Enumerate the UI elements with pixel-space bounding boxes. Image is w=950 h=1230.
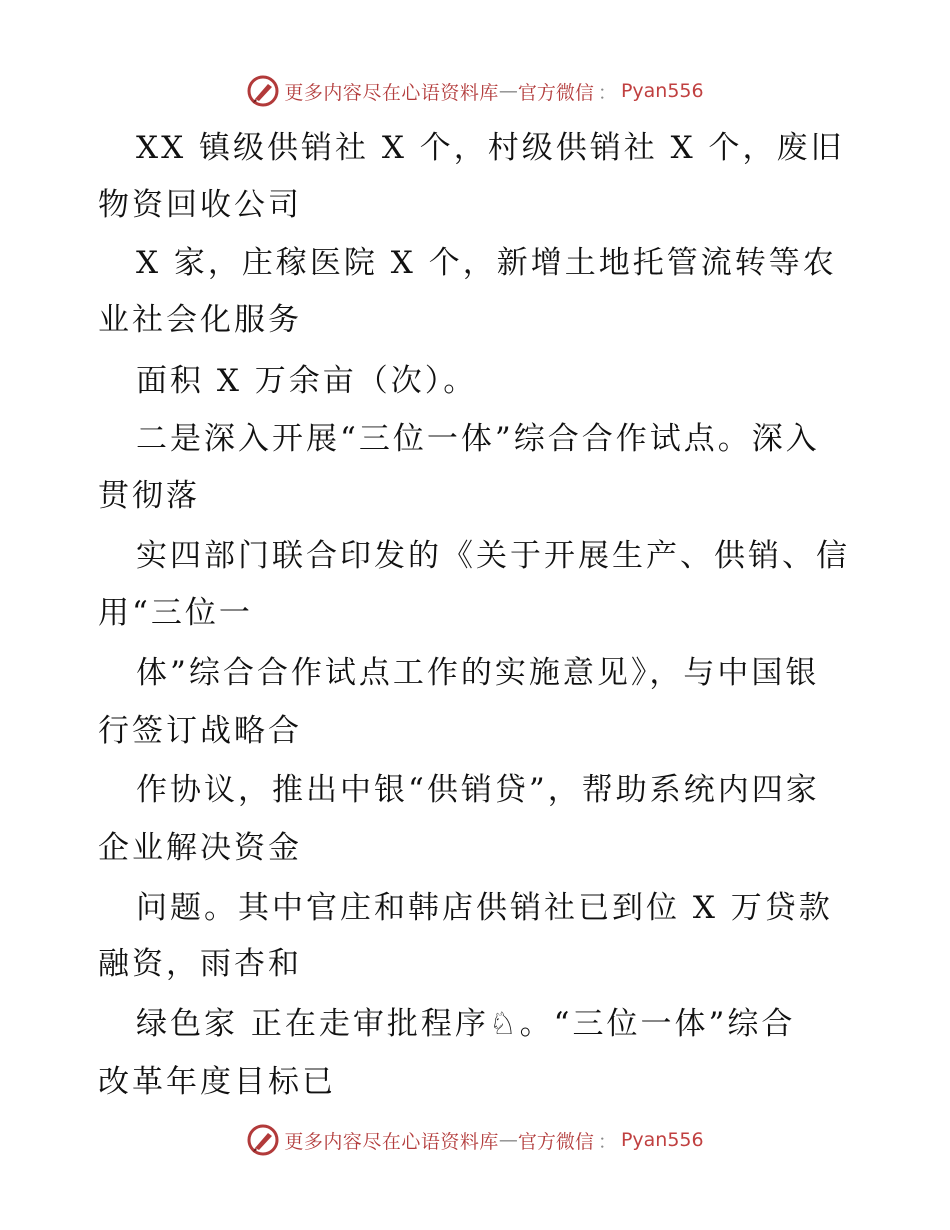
header-separator: — xyxy=(498,80,518,102)
body-line: 问题。其中官庄和韩店供销社已到位 X 万贷款 xyxy=(136,890,833,926)
quill-pen-logo-icon xyxy=(246,1123,280,1157)
body-line: 体”综合合作试点工作的实施意见》，与中国银 xyxy=(136,655,820,691)
header-wechat-label: 官方微信 xyxy=(517,81,594,104)
footer-banner xyxy=(0,1120,950,1160)
footer-wechat-id: Pyan556 xyxy=(620,1129,704,1151)
body-line: 业社会化服务 xyxy=(98,302,302,338)
footer-separator: — xyxy=(498,1129,518,1151)
header-brand-text: 更多内容尽在心语资料库 xyxy=(284,81,499,104)
footer-colon: ： xyxy=(597,1130,617,1153)
body-line: X 家，庄稼医院 X 个，新增土地托管流转等农 xyxy=(136,245,837,281)
body-line: 贯彻落 xyxy=(98,478,200,514)
header-wechat-id: Pyan556 xyxy=(620,80,704,102)
body-line: 用“三位一 xyxy=(98,595,253,631)
header-colon: ： xyxy=(597,81,617,104)
body-line: 作协议，推出中银“供销贷”，帮助系统内四家 xyxy=(136,772,820,808)
body-line: 融资，雨杏和 xyxy=(98,946,302,982)
body-line: 实四部门联合印发的《关于开展生产、供销、信 xyxy=(136,538,850,574)
body-line: 企业解决资金 xyxy=(98,830,302,866)
body-line: 改革年度目标已 xyxy=(98,1064,336,1100)
footer-brand-text: 更多内容尽在心语资料库 xyxy=(284,1130,499,1153)
body-line: 物资回收公司 xyxy=(98,187,302,223)
body-line: 绿色家 正在走审批程序♘。“三位一体”综合 xyxy=(136,1006,796,1042)
body-line: 行签订战略合 xyxy=(98,713,302,749)
body-line: XX 镇级供销社 X 个，村级供销社 X 个，废旧 xyxy=(136,130,845,166)
body-line: 面积 X 万余亩（次）。 xyxy=(136,363,478,399)
footer-wechat-label: 官方微信 xyxy=(517,1130,594,1153)
body-line: 二是深入开展“三位一体”综合合作试点。深入 xyxy=(136,421,820,457)
